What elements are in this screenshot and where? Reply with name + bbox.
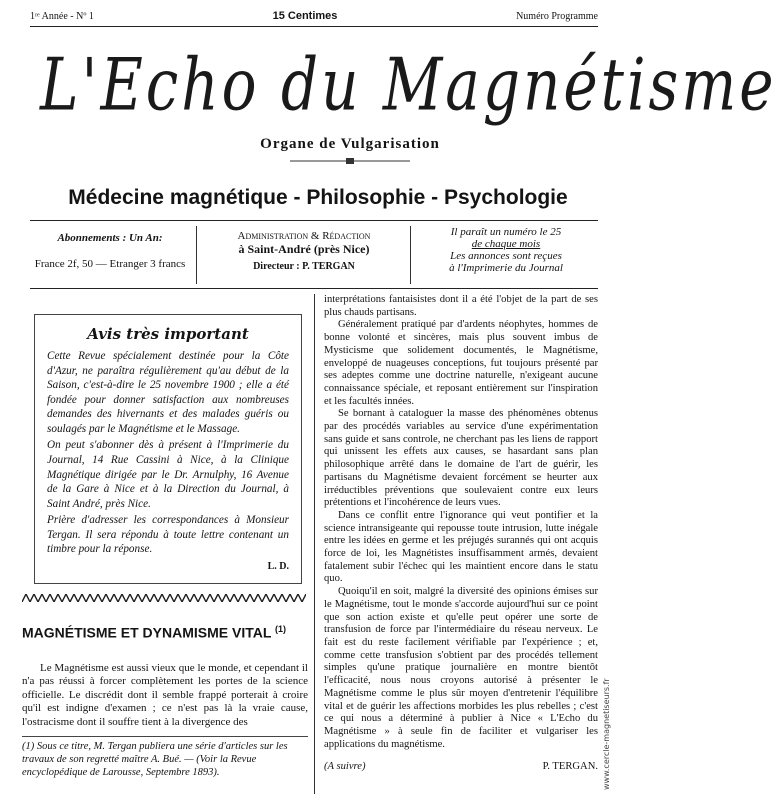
publication-box (416, 226, 596, 284)
subscriptions-label: Abonnements : Un An: (57, 232, 163, 244)
footnote: (1) Sous ce titre, M. Tergan publiera une série d'articles sur les travaux de son regretté maître A. Bué. — (Voir la Revue encyclopédique de Larousse, Septembre 1893). (22, 736, 308, 779)
ornament-divider (290, 158, 410, 164)
author-signature: P. TERGAN. (542, 761, 598, 773)
top-info-line (30, 8, 598, 24)
notice-box (34, 314, 302, 584)
column-divider (314, 294, 315, 794)
subtitle: Médecine magnétique - Philosophie - Psychologie (68, 186, 568, 209)
article-paragraph: Dans ce conflit entre l'ignorance qui veut pontifier et la science intransigeante qui repousse toute intrusion, lutte inégale entre les idées en germe et les préjugés surannés qui ont acquis force de loi, les Magnétistes insuffisamment armés, devaient fatalement subir l'échec qui les maintient encore dans le statu quo. (324, 509, 598, 585)
publication-line-4: à l'Imprimerie du Journal (449, 262, 563, 274)
notice-title: Avis très important (87, 325, 249, 343)
issue-type: Numéro Programme (516, 10, 598, 22)
director: Directeur : P. TERGAN (253, 261, 355, 272)
publication-line-2: de chaque mois (471, 238, 541, 250)
article-paragraph: interprétations fantaisistes dont il a été l'objet de la part de ses plus chauds partisans. (324, 294, 598, 318)
address: à Saint-André (près Nice) (238, 242, 370, 256)
article-title: MAGNÉTISME ET DYNAMISME VITAL $^{(1)}$ (22, 624, 287, 641)
article-right-column (324, 294, 598, 774)
info-bottom-rule (30, 288, 598, 289)
subscriptions-box (30, 226, 190, 284)
subscriptions-prices: France 2f, 50 — Etranger 3 francs (34, 258, 186, 270)
administration-label: Administration & Rédaction (237, 230, 371, 242)
notice-paragraph: Cette Revue spécialement destinée pour la Côte d'Azur, ne paraîtra régulièrement qu'au début de la Saison, c'est-à-dire le 25 novembre 1900 ; elle a été fondée pour donner satisfaction aux nombreuses demandes des hivernants et des malades guéris ou soulagés par le Magnétisme et le Massage. (47, 350, 289, 435)
publication-line-1: Il paraît un numéro le 25 (450, 226, 562, 238)
year-issue: 1ʳᵉ Année - Nº 1 (30, 10, 94, 22)
masthead-title: L'Echo du Magnétisme (40, 42, 777, 127)
article-left-column (22, 662, 308, 729)
article-end (324, 761, 598, 774)
info-divider-1 (196, 226, 197, 284)
to-be-continued: (A suivre) (324, 761, 366, 773)
article-paragraph: Généralement pratiqué par d'ardents néophytes, hommes de bonne volonté et sincères, mais plus souvent imbus de Mysticisme que solidement documentés, le Magnétisme, enveloppé de nuageuses conceptions, fut toujours présenté par ses adeptes comme une doctrine naturelle, n'exigeant aucune connaissance spéciale, et reposant entièrement sur l'inspiration et les facultés innées. (324, 319, 598, 407)
notice-signature: L. D. (267, 560, 289, 572)
decorative-border (22, 594, 306, 602)
article-paragraph: Se bornant à cataloguer la masse des phénomènes obtenus par des procédés variables au service d'une expérimentation sans guide et sans controle, ne cherchant pas les liens de rapport qui unissent les effets aux causes, se hasardant sans plan philosophique arrêté dans le domaine de l'art de guérir, les partisans du Magnétisme devaient forcément se heurter aux irréductibles préventions que soulevaient contre eux leurs prétentions et l'incohérence de leurs vues. (324, 408, 598, 509)
top-rule (30, 26, 598, 27)
notice-paragraph: On peut s'abonner dès à présent à l'Imprimerie du Journal, 14 Rue Cassini à Nice, à la Clinique Magnétique dirigée par le Dr. Arnulphy, 16 Avenue de la Gare à Nice et à la Direction du Journal, à Saint André, près Nice. (47, 439, 289, 510)
publication-line-3: Les annonces sont reçues (450, 250, 562, 262)
info-top-rule (30, 220, 598, 221)
notice-paragraph: Prière d'adresser les correspondances à Monsieur Tergan. Il sera répondu à toute lettre contenant un timbre pour la réponse. (47, 514, 289, 556)
article-paragraph: Quoiqu'il en soit, malgré la diversité des opinions émises sur le Magnétisme, tout le monde s'accorde aujourd'hui sur ce point que son action existe et qu'elle peut opérer une sorte de transfusion de force par l'intermédiaire du réseau nerveux. Le fait est du reste facilement vérifiable par l'expérience ; et, comme cette transfusion s'obtient par des procédés tellement simples qu'une pratique journalière en montre bientôt l'efficacité, nous nous croyons autorisé à présenter le Magnétisme comme le plus sûr moyen d'entretenir l'équilibre vital et de guérir les affections morbides les plus rebelles ; c'est ce qui nous a déterminé à publier à Nice « L'Echo du Magnétisme » à seule fin de faciliter et vulgariser les applications du magnétisme. (324, 586, 598, 750)
footnote-marker: (1) (275, 624, 287, 634)
price: 15 Centimes (272, 10, 338, 22)
info-divider-2 (410, 226, 411, 284)
watermark-url: www.cercle-magnetiseurs.fr (602, 678, 611, 790)
organe-line: Organe de Vulgarisation (260, 136, 440, 152)
article-paragraph: Le Magnétisme est aussi vieux que le monde, et cependant il n'a pas réussi à forcer complètement les portes de la science officielle. Le discrédit dont il semble frappé porterait à croire qu'il est indigne d'examen ; ce n'est pas là la vraie cause, l'ostracisme dont il souffre tient à la divergence des (22, 662, 308, 728)
administration-box (204, 226, 404, 284)
